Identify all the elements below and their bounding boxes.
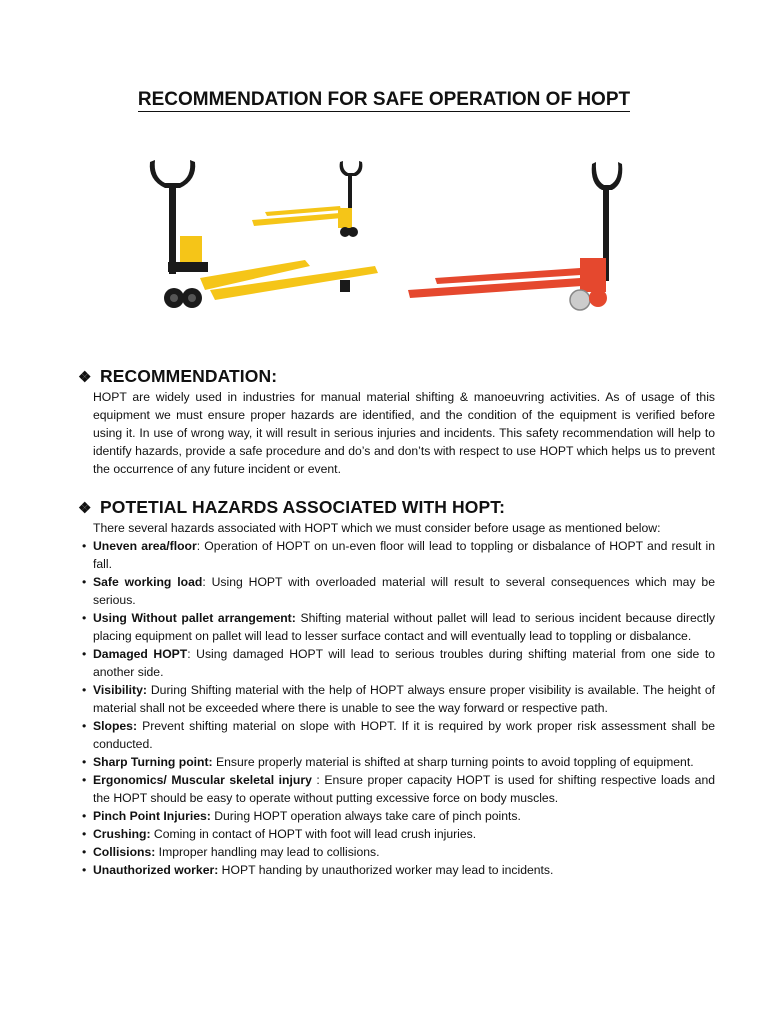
hazard-term: Sharp Turning point: <box>93 755 213 769</box>
list-item <box>93 753 715 771</box>
hazard-term: Ergonomics/ Muscular skeletal injury <box>93 773 312 787</box>
recommendation-body: HOPT are widely used in industries for manual material shifting & manoeuvring activities. As of usage of this equipment we must ensure proper hazards are identified, and the condition of the equipment is verified before using it. In use of wrong way, it will result in serious injuries and incidents. This safety recommendation will help to identify hazards, provide a safe procedure and do’s and don’ts with respect to use HOPT which helps us to prevent the occurrence of any future incident or event. <box>93 390 715 476</box>
red-pallet-truck <box>408 162 622 310</box>
diamond-bullet-icon: ❖ <box>78 369 92 386</box>
hazard-text: : Ensure proper capacity HOPT is used for shifting respective loads and the HOPT should be easy to operate without putting excessive force on body muscles. <box>93 773 716 805</box>
recommendation-heading <box>78 366 277 387</box>
yellow-pallet-truck-small <box>252 161 362 237</box>
hazard-term: Unauthorized worker: <box>93 863 219 877</box>
hazard-text: Shifting material without pallet will lead to serious incident because directly placing equipment on pallet will lead to lesser surface contact and will eventually lead to toppling or disbalance. <box>93 611 715 643</box>
list-item <box>93 681 715 717</box>
hazard-term: Crushing: <box>93 827 151 841</box>
list-item <box>93 807 715 825</box>
hazard-text: Improper handling may lead to collisions. <box>155 845 380 859</box>
hazard-term: Uneven area/floor <box>93 539 197 553</box>
list-item <box>93 843 715 861</box>
page-title-text: RECOMMENDATION FOR SAFE OPERATION OF HOPT <box>137 89 631 110</box>
hazard-text: Ensure properly material is shifted at sharp turning points to avoid toppling of equipment. <box>212 755 694 769</box>
list-item <box>93 825 715 843</box>
list-item <box>93 573 715 609</box>
hazards-heading-text: POTETIAL HAZARDS ASSOCIATED WITH HOPT: <box>100 497 506 517</box>
hazard-text: : Using damaged HOPT will lead to serious troubles during shifting material from one side to another side. <box>93 647 715 679</box>
page-title <box>0 89 768 111</box>
hazard-term: Safe working load <box>93 575 203 589</box>
hazard-term: Slopes: <box>93 719 138 733</box>
hazards-intro: There several hazards associated with HOPT which we must consider before usage as mentioned below: <box>93 521 661 535</box>
hazard-text: : Using HOPT with overloaded material will result to several consequences which may be serious. <box>93 575 715 607</box>
list-item <box>93 717 715 753</box>
hazard-term: Collisions: <box>93 845 156 859</box>
hazards-list <box>93 537 715 879</box>
hazard-term: Visibility: <box>93 683 147 697</box>
hazard-term: Damaged HOPT <box>93 647 188 661</box>
hazards-heading <box>78 497 505 518</box>
list-item <box>93 771 715 807</box>
hazard-text: : Operation of HOPT on un-even floor will lead to toppling or disbalance of HOPT and result in fall. <box>93 539 716 571</box>
hazard-term: Using Without pallet arrangement: <box>93 611 296 625</box>
list-item <box>93 645 715 681</box>
pallet-trucks-image <box>140 150 640 320</box>
list-item <box>93 537 715 573</box>
hazard-text: During Shifting material with the help of HOPT always ensure proper visibility is available. The height of material shall not be exceeded where there is unable to see the way forward or respective path. <box>93 683 715 715</box>
recommendation-heading-text: RECOMMENDATION: <box>100 366 278 386</box>
hazard-text: Coming in contact of HOPT with foot will lead crush injuries. <box>150 827 477 841</box>
diamond-bullet-icon: ❖ <box>78 500 92 517</box>
hazard-text: During HOPT operation always take care of pinch points. <box>210 809 521 823</box>
hazard-term: Pinch Point Injuries: <box>93 809 211 823</box>
list-item <box>93 861 715 879</box>
hazard-text: HOPT handing by unauthorized worker may lead to incidents. <box>218 863 554 877</box>
list-item <box>93 609 715 645</box>
hazard-text: Prevent shifting material on slope with HOPT. If it is required by work proper risk assessment shall be conducted. <box>93 719 715 751</box>
